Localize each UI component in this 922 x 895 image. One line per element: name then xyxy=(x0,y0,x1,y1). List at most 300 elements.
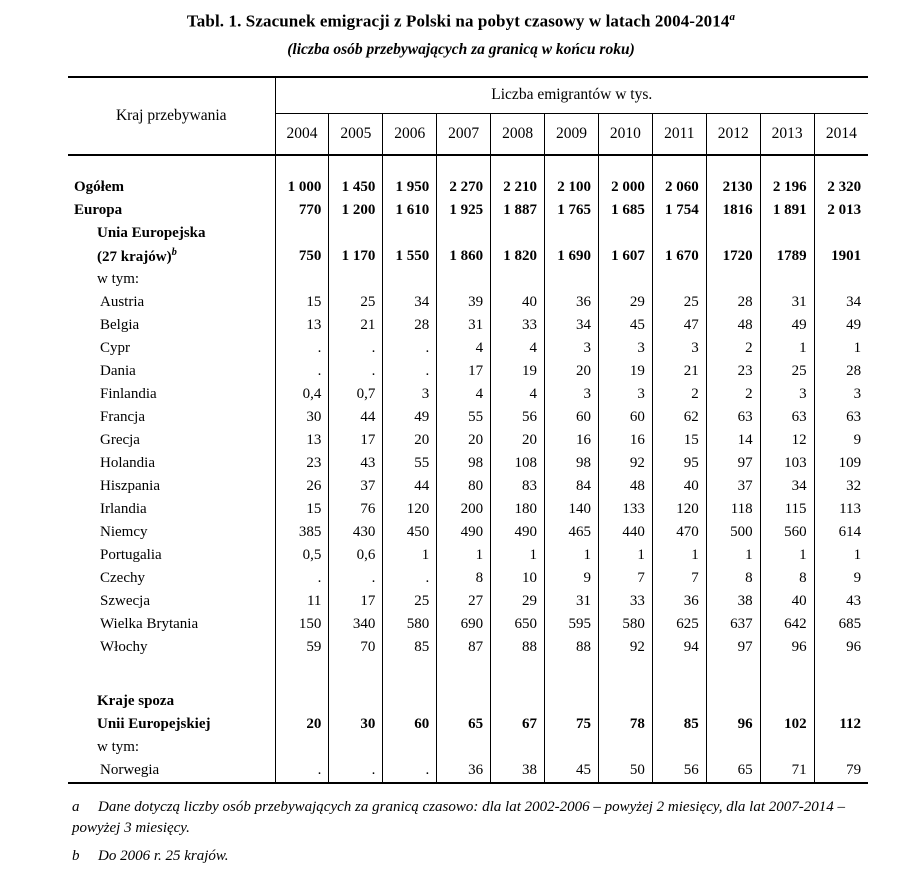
value-cell: 94 xyxy=(652,636,706,659)
value-cell: 36 xyxy=(437,759,491,783)
value-cell xyxy=(275,155,329,176)
row-label: Belgia xyxy=(68,314,275,337)
value-cell: . xyxy=(275,759,329,783)
value-cell: 45 xyxy=(545,759,599,783)
value-cell: 12 xyxy=(760,429,814,452)
table-row xyxy=(68,314,868,337)
table-row xyxy=(68,176,868,199)
value-cell: 1 xyxy=(706,544,760,567)
value-cell: 2 320 xyxy=(827,178,862,195)
value-cell: 63 xyxy=(846,408,862,425)
table-row xyxy=(68,429,868,452)
value-cell: 16 xyxy=(545,429,599,452)
value-cell xyxy=(437,155,491,176)
value-cell xyxy=(652,736,706,759)
table-row xyxy=(68,291,868,314)
value-cell: 2 196 xyxy=(760,176,814,199)
value-cell: . xyxy=(383,337,437,360)
value-cell: 78 xyxy=(598,713,652,736)
value-cell: 1 xyxy=(853,546,862,563)
value-cell: 50 xyxy=(598,759,652,783)
value-cell xyxy=(760,736,814,759)
row-label: Wielka Brytania xyxy=(68,613,275,636)
page-title xyxy=(0,0,922,32)
value-cell: 36 xyxy=(652,590,706,613)
row-label: Austria xyxy=(68,291,275,314)
value-cell xyxy=(275,659,329,690)
value-cell: 20 xyxy=(545,360,599,383)
value-cell: 2 210 xyxy=(491,176,545,199)
value-cell: 28 xyxy=(383,314,437,337)
value-cell: 0,6 xyxy=(329,544,383,567)
row-label: Irlandia xyxy=(68,498,275,521)
value-cell: 92 xyxy=(598,452,652,475)
value-cell: 8 xyxy=(706,567,760,590)
value-cell: 33 xyxy=(598,590,652,613)
value-cell: 56 xyxy=(652,759,706,783)
value-cell: 96 xyxy=(760,636,814,659)
row-label xyxy=(68,155,275,176)
value-cell: 48 xyxy=(706,314,760,337)
year-header: 2004 xyxy=(275,113,329,155)
value-cell: 60 xyxy=(383,713,437,736)
value-cell: 1 610 xyxy=(383,199,437,222)
row-label: Unii Europejskiej xyxy=(68,713,275,736)
value-cell: 0,7 xyxy=(329,383,383,406)
value-cell: 25 xyxy=(329,291,383,314)
value-cell xyxy=(598,659,652,690)
value-cell xyxy=(329,736,383,759)
row-label: Ogółem xyxy=(68,176,275,199)
value-cell: 11 xyxy=(275,590,329,613)
value-cell xyxy=(437,690,491,713)
value-cell: 2 270 xyxy=(437,176,491,199)
title-footnote-ref: a xyxy=(729,11,736,23)
value-cell: 29 xyxy=(491,590,545,613)
row-label: Portugalia xyxy=(68,544,275,567)
page-subtitle: (liczba osób przebywających za granicą w końcu roku) xyxy=(287,40,635,58)
table-row xyxy=(68,222,868,245)
value-cell: . xyxy=(383,759,437,783)
header-row-top xyxy=(68,77,868,114)
value-cell: 40 xyxy=(652,475,706,498)
value-cell: 38 xyxy=(491,759,545,783)
value-cell: 1 887 xyxy=(491,199,545,222)
row-label: Francja xyxy=(68,406,275,429)
value-cell: 1 690 xyxy=(545,245,599,268)
value-cell xyxy=(275,736,329,759)
value-cell: 76 xyxy=(329,498,383,521)
value-cell: 25 xyxy=(383,590,437,613)
value-cell xyxy=(437,736,491,759)
value-cell: 25 xyxy=(760,360,814,383)
value-cell: . xyxy=(329,360,383,383)
value-cell xyxy=(545,268,599,291)
value-cell xyxy=(760,690,814,713)
value-cell: 39 xyxy=(437,291,491,314)
value-cell: 20 xyxy=(491,429,545,452)
value-cell: 44 xyxy=(383,475,437,498)
value-cell: 16 xyxy=(598,429,652,452)
value-cell: 34 xyxy=(760,475,814,498)
value-cell: 7 xyxy=(598,567,652,590)
table-row xyxy=(68,544,868,567)
value-cell: 102 xyxy=(760,713,814,736)
row-label: Hiszpania xyxy=(68,475,275,498)
value-cell: 450 xyxy=(383,521,437,544)
value-cell: 4 xyxy=(437,383,491,406)
value-cell: 95 xyxy=(652,452,706,475)
value-cell: 48 xyxy=(598,475,652,498)
value-cell: 80 xyxy=(437,475,491,498)
value-cell xyxy=(275,268,329,291)
value-cell: 19 xyxy=(491,360,545,383)
value-cell: 96 xyxy=(846,638,862,655)
value-cell: 28 xyxy=(846,362,862,379)
value-cell xyxy=(652,659,706,690)
value-cell: 2 xyxy=(706,383,760,406)
value-cell: 38 xyxy=(706,590,760,613)
value-cell: 3 xyxy=(853,385,862,402)
table-row xyxy=(68,613,868,636)
value-cell: 1 xyxy=(853,339,862,356)
value-cell: 770 xyxy=(275,199,329,222)
value-cell: 3 xyxy=(545,383,599,406)
row-label: Europa xyxy=(68,199,275,222)
value-cell xyxy=(329,155,383,176)
value-cell: 1 685 xyxy=(598,199,652,222)
value-cell: 27 xyxy=(437,590,491,613)
value-cell xyxy=(545,690,599,713)
row-label: Cypr xyxy=(68,337,275,360)
row-footnote-ref: b xyxy=(171,246,177,258)
value-cell: 685 xyxy=(838,615,862,632)
table-row xyxy=(68,245,868,268)
value-cell: 340 xyxy=(329,613,383,636)
value-cell: 1 xyxy=(760,544,814,567)
value-cell: 31 xyxy=(545,590,599,613)
value-cell: 1 607 xyxy=(598,245,652,268)
table-row xyxy=(68,406,868,429)
value-cell xyxy=(383,222,437,245)
table-row xyxy=(68,337,868,360)
value-cell: 1 xyxy=(652,544,706,567)
value-cell: 63 xyxy=(706,406,760,429)
value-cell: 1 xyxy=(491,544,545,567)
row-label xyxy=(68,659,275,690)
value-cell: 9 xyxy=(853,431,862,448)
value-cell xyxy=(814,155,868,176)
value-cell: 625 xyxy=(652,613,706,636)
value-cell: 34 xyxy=(545,314,599,337)
value-cell: 49 xyxy=(846,316,862,333)
value-cell xyxy=(652,690,706,713)
value-cell xyxy=(760,222,814,245)
value-cell xyxy=(383,155,437,176)
value-cell xyxy=(437,268,491,291)
value-cell: 1 170 xyxy=(329,245,383,268)
value-cell: 490 xyxy=(437,521,491,544)
value-cell: 690 xyxy=(437,613,491,636)
value-cell: 88 xyxy=(545,636,599,659)
value-cell: 1 765 xyxy=(545,199,599,222)
value-cell xyxy=(275,222,329,245)
value-cell: 14 xyxy=(706,429,760,452)
value-cell: 21 xyxy=(329,314,383,337)
value-cell: 4 xyxy=(491,383,545,406)
row-label: w tym: xyxy=(68,268,275,291)
row-label: Włochy xyxy=(68,636,275,659)
value-cell xyxy=(814,268,868,291)
value-cell: 34 xyxy=(846,293,862,310)
value-cell: 4 xyxy=(491,337,545,360)
table-row xyxy=(68,713,868,736)
value-cell: . xyxy=(275,360,329,383)
value-cell: 36 xyxy=(545,291,599,314)
value-cell: 4 xyxy=(437,337,491,360)
value-cell: 3 xyxy=(383,383,437,406)
value-cell: 13 xyxy=(275,429,329,452)
value-cell: 67 xyxy=(491,713,545,736)
value-cell: 2130 xyxy=(706,176,760,199)
year-header: 2005 xyxy=(329,113,383,155)
header-liczba-emigrantow: Liczba emigrantów w tys. xyxy=(275,77,868,114)
table-header xyxy=(68,77,868,155)
value-cell: 9 xyxy=(545,567,599,590)
value-cell xyxy=(491,155,545,176)
row-label: Norwegia xyxy=(68,759,275,783)
value-cell: 37 xyxy=(706,475,760,498)
value-cell: 650 xyxy=(491,613,545,636)
footnote-b xyxy=(72,846,870,867)
value-cell: 20 xyxy=(383,429,437,452)
value-cell: 17 xyxy=(329,429,383,452)
value-cell: 3 xyxy=(545,337,599,360)
value-cell xyxy=(275,690,329,713)
value-cell: 87 xyxy=(437,636,491,659)
value-cell xyxy=(491,736,545,759)
value-cell: 1 754 xyxy=(652,199,706,222)
row-label: Dania xyxy=(68,360,275,383)
value-cell: 108 xyxy=(491,452,545,475)
value-cell: 31 xyxy=(437,314,491,337)
value-cell xyxy=(598,736,652,759)
year-header: 2013 xyxy=(760,113,814,155)
value-cell: 56 xyxy=(491,406,545,429)
value-cell: 28 xyxy=(706,291,760,314)
spacer-row xyxy=(68,155,868,176)
value-cell: 103 xyxy=(760,452,814,475)
value-cell: 133 xyxy=(598,498,652,521)
value-cell: 595 xyxy=(545,613,599,636)
year-header: 2009 xyxy=(545,113,599,155)
table-row xyxy=(68,452,868,475)
value-cell: 30 xyxy=(329,713,383,736)
header-kraj-przebywania: Kraj przebywania xyxy=(68,77,275,155)
value-cell: 440 xyxy=(598,521,652,544)
value-cell xyxy=(329,268,383,291)
year-header: 2012 xyxy=(706,113,760,155)
value-cell: 43 xyxy=(329,452,383,475)
value-cell: . xyxy=(275,337,329,360)
value-cell xyxy=(383,736,437,759)
value-cell: . xyxy=(383,567,437,590)
value-cell: 25 xyxy=(652,291,706,314)
value-cell: 21 xyxy=(652,360,706,383)
value-cell: 98 xyxy=(437,452,491,475)
value-cell xyxy=(383,690,437,713)
value-cell xyxy=(652,155,706,176)
value-cell: 40 xyxy=(760,590,814,613)
value-cell: . xyxy=(329,337,383,360)
value-cell: 59 xyxy=(275,636,329,659)
value-cell: 20 xyxy=(437,429,491,452)
footnote-a xyxy=(72,797,870,840)
title-text: Tabl. 1. Szacunek emigracji z Polski na pobyt czasowy w latach 2004-2014 xyxy=(186,11,730,31)
value-cell: 1816 xyxy=(706,199,760,222)
value-cell: 32 xyxy=(846,477,862,494)
table-body xyxy=(68,155,868,783)
value-cell: 560 xyxy=(760,521,814,544)
value-cell: 1 200 xyxy=(329,199,383,222)
value-cell xyxy=(706,268,760,291)
value-cell xyxy=(814,659,868,690)
value-cell: 55 xyxy=(437,406,491,429)
value-cell: 1789 xyxy=(760,245,814,268)
value-cell xyxy=(329,690,383,713)
value-cell: 3 xyxy=(598,383,652,406)
value-cell xyxy=(760,268,814,291)
value-cell xyxy=(706,155,760,176)
value-cell: 43 xyxy=(846,592,862,609)
value-cell: 3 xyxy=(652,337,706,360)
value-cell: 1 xyxy=(598,544,652,567)
spacer-row xyxy=(68,659,868,690)
value-cell: 1 670 xyxy=(652,245,706,268)
value-cell: 37 xyxy=(329,475,383,498)
value-cell: 2 000 xyxy=(598,176,652,199)
value-cell: 19 xyxy=(598,360,652,383)
value-cell: 8 xyxy=(437,567,491,590)
value-cell: 112 xyxy=(839,715,862,732)
value-cell: 45 xyxy=(598,314,652,337)
table-row xyxy=(68,199,868,222)
value-cell: 140 xyxy=(545,498,599,521)
value-cell: 580 xyxy=(598,613,652,636)
table-row xyxy=(68,759,868,783)
value-cell: 1 950 xyxy=(383,176,437,199)
row-label: Finlandia xyxy=(68,383,275,406)
value-cell: 23 xyxy=(706,360,760,383)
value-cell xyxy=(706,690,760,713)
value-cell: 83 xyxy=(491,475,545,498)
value-cell: 65 xyxy=(437,713,491,736)
value-cell: 33 xyxy=(491,314,545,337)
value-cell xyxy=(545,659,599,690)
value-cell: 500 xyxy=(706,521,760,544)
value-cell: 17 xyxy=(437,360,491,383)
footnotes xyxy=(72,797,870,868)
value-cell xyxy=(437,659,491,690)
value-cell: 120 xyxy=(383,498,437,521)
row-label: (27 krajów)$^b$ xyxy=(68,245,275,268)
value-cell: 1 450 xyxy=(329,176,383,199)
value-cell: 490 xyxy=(491,521,545,544)
value-cell: 60 xyxy=(545,406,599,429)
value-cell: 63 xyxy=(760,406,814,429)
value-cell: 34 xyxy=(383,291,437,314)
value-cell: . xyxy=(329,567,383,590)
value-cell xyxy=(706,222,760,245)
value-cell: 1 891 xyxy=(760,199,814,222)
value-cell xyxy=(491,659,545,690)
value-cell: 40 xyxy=(491,291,545,314)
value-cell xyxy=(598,155,652,176)
value-cell xyxy=(437,222,491,245)
value-cell xyxy=(329,659,383,690)
row-label: Niemcy xyxy=(68,521,275,544)
value-cell: 2 xyxy=(652,383,706,406)
value-cell xyxy=(652,268,706,291)
value-cell: . xyxy=(383,360,437,383)
value-cell: 29 xyxy=(598,291,652,314)
value-cell: 465 xyxy=(545,521,599,544)
value-cell: . xyxy=(329,759,383,783)
value-cell: 92 xyxy=(598,636,652,659)
value-cell: 23 xyxy=(275,452,329,475)
value-cell: 180 xyxy=(491,498,545,521)
value-cell: 3 xyxy=(760,383,814,406)
table-row xyxy=(68,475,868,498)
year-header: 2007 xyxy=(437,113,491,155)
value-cell xyxy=(598,268,652,291)
value-cell xyxy=(545,155,599,176)
value-cell: 2 100 xyxy=(545,176,599,199)
value-cell: 10 xyxy=(491,567,545,590)
value-cell xyxy=(383,268,437,291)
value-cell: 26 xyxy=(275,475,329,498)
row-label: Grecja xyxy=(68,429,275,452)
year-header: 2006 xyxy=(383,113,437,155)
table-row xyxy=(68,636,868,659)
table-row xyxy=(68,383,868,406)
value-cell: 98 xyxy=(545,452,599,475)
value-cell: 750 xyxy=(275,245,329,268)
value-cell: 88 xyxy=(491,636,545,659)
value-cell: 97 xyxy=(706,452,760,475)
value-cell: 49 xyxy=(383,406,437,429)
value-cell xyxy=(598,690,652,713)
value-cell: 642 xyxy=(760,613,814,636)
value-cell xyxy=(760,155,814,176)
table-row xyxy=(68,521,868,544)
value-cell: 71 xyxy=(760,759,814,783)
value-cell: 20 xyxy=(275,713,329,736)
value-cell: 75 xyxy=(545,713,599,736)
value-cell: 0,4 xyxy=(275,383,329,406)
row-label: Kraje spoza xyxy=(68,690,275,713)
value-cell: 580 xyxy=(383,613,437,636)
table-row xyxy=(68,690,868,713)
value-cell: 8 xyxy=(760,567,814,590)
value-cell: 9 xyxy=(853,569,862,586)
row-label: Czechy xyxy=(68,567,275,590)
year-header: 2011 xyxy=(652,113,706,155)
value-cell: 65 xyxy=(706,759,760,783)
footnote-b-marker: b xyxy=(72,848,80,865)
value-cell: 1 xyxy=(545,544,599,567)
value-cell xyxy=(706,659,760,690)
